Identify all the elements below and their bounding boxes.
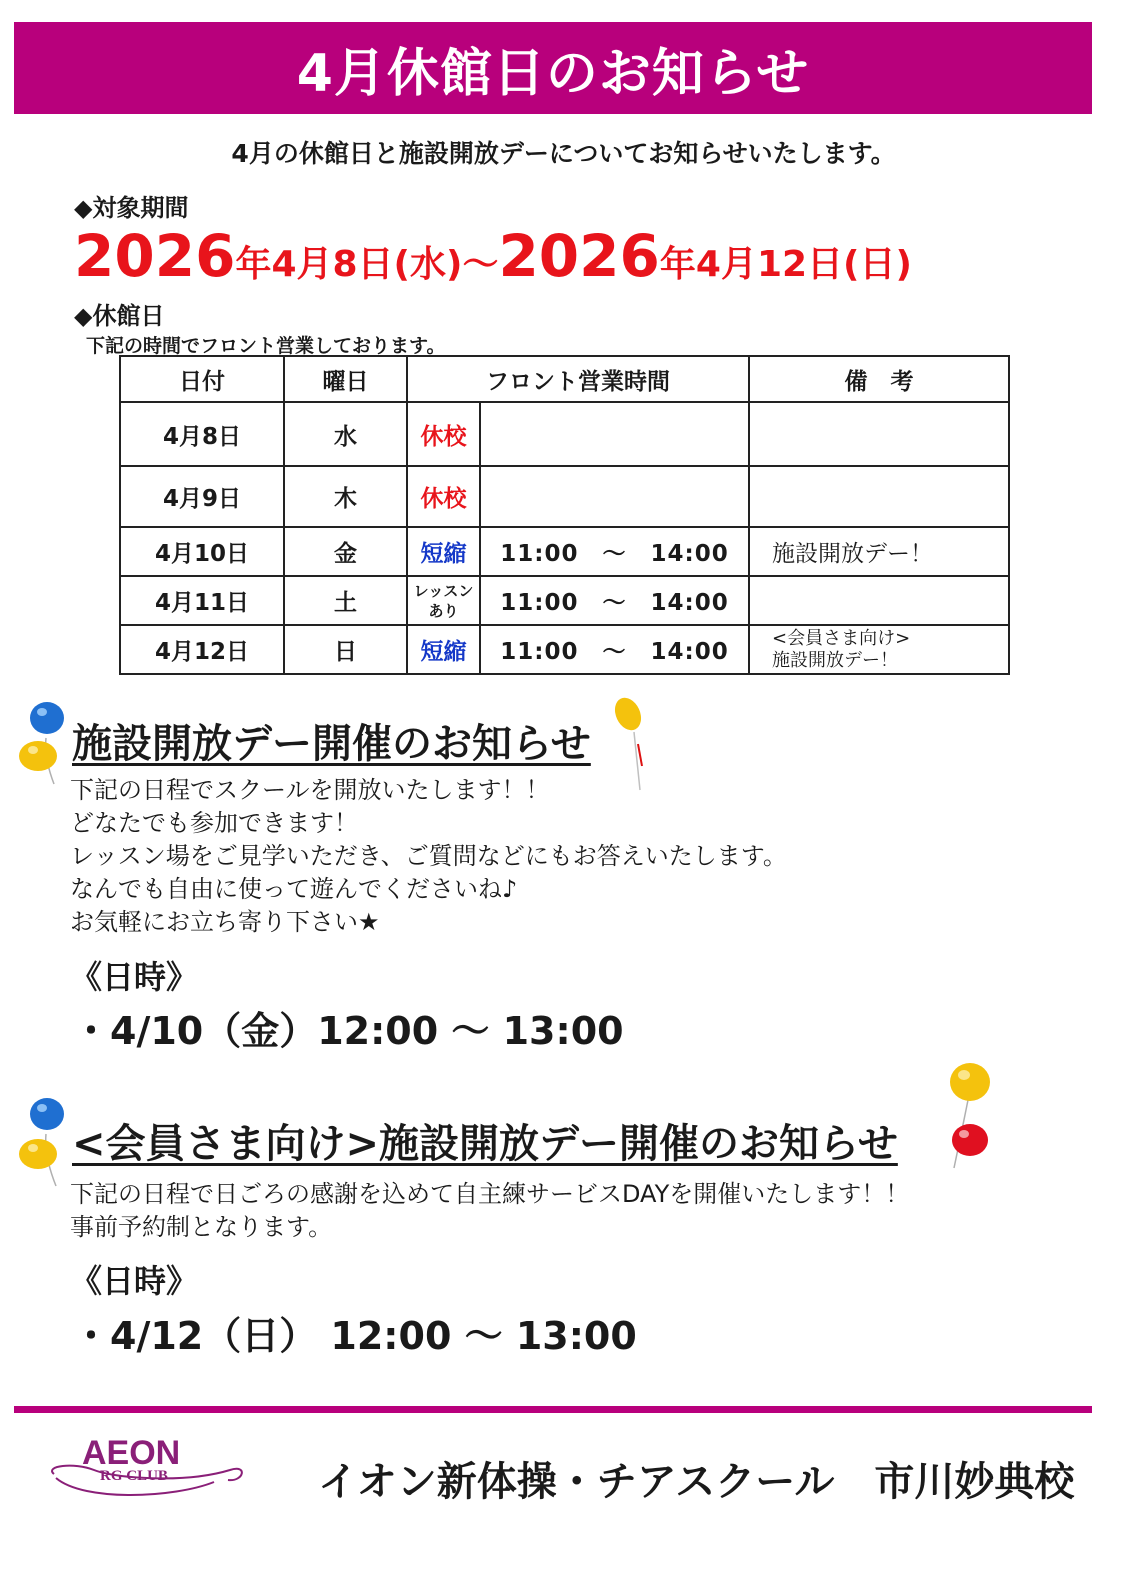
row-tag-line2: あり (428, 601, 459, 620)
section1-body (70, 774, 787, 939)
table-row (120, 466, 1009, 527)
period-start-rest: 年4月8日(水)～ (235, 244, 499, 285)
balloons-right-2-icon (940, 1060, 996, 1172)
row-remarks (749, 576, 1009, 625)
section1-line: レッスン場をご見学いただき、ご質問などにもお答えいたします。 (70, 842, 787, 870)
row-time: 11:00 ～ 14:00 (480, 576, 749, 625)
header-remarks: 備 考 (749, 356, 1009, 402)
section2-line: 事前予約制となります。 (70, 1213, 333, 1241)
section1-line: どなたでも参加できます！ (70, 809, 358, 837)
section1-line: なんでも自由に使って遊んでくださいね♪ (70, 875, 518, 903)
row-tag: 休校 (407, 466, 480, 527)
intro-text: 4月の休館日と施設開放デーについてお知らせいたします。 (231, 139, 896, 168)
row-remarks: 施設開放デー！ (749, 527, 1009, 576)
row-day: 水 (284, 402, 407, 466)
row-date: 4月10日 (120, 527, 284, 576)
section2-schedule-label: 《日時》 (70, 1262, 199, 1300)
row-tag (407, 576, 480, 625)
row-date: 4月9日 (120, 466, 284, 527)
section1-schedule-label: 《日時》 (70, 958, 199, 996)
section2-body (70, 1178, 909, 1244)
table-row (120, 527, 1009, 576)
row-tag: 短縮 (407, 527, 480, 576)
title-banner (14, 22, 1092, 114)
period-start-year: 2026 (74, 222, 236, 290)
table-row (120, 402, 1009, 466)
row-time: 11:00 ～ 14:00 (480, 527, 749, 576)
balloons-left-1-icon (16, 698, 72, 788)
row-day: 木 (284, 466, 407, 527)
row-time (480, 402, 749, 466)
table-row (120, 576, 1009, 625)
aeon-rg-club-logo (44, 1432, 249, 1512)
row-day: 日 (284, 625, 407, 674)
row-tag: 短縮 (407, 625, 480, 674)
period-end-rest: 年4月12日(日) (659, 244, 912, 285)
header-date: 日付 (120, 356, 284, 402)
section1-title: 施設開放デー開催のお知らせ (72, 721, 591, 767)
row-tag-line1: レッスン (413, 581, 474, 600)
footer-divider (14, 1406, 1092, 1413)
row-date: 4月12日 (120, 625, 284, 674)
section1-line: お気軽にお立ち寄り下さい★ (70, 908, 380, 936)
period-range (74, 222, 912, 290)
row-time (480, 466, 749, 527)
closure-note: 下記の時間でフロント営業しております。 (86, 335, 446, 357)
row-remarks-line1: <会員さま向け> (772, 627, 911, 649)
row-remarks (749, 466, 1009, 527)
table-row (120, 625, 1009, 674)
row-day: 土 (284, 576, 407, 625)
school-name: イオン新体操・チアスクール 市川妙典校 (318, 1459, 1075, 1505)
section2-schedule: ・4/12（日） 12:00 ～ 13:00 (72, 1314, 637, 1358)
closure-label: ◆休館日 (74, 302, 165, 330)
row-day: 金 (284, 527, 407, 576)
row-date: 4月11日 (120, 576, 284, 625)
row-remarks (749, 625, 1009, 674)
logo-sub-text: RG CLUB (100, 1468, 168, 1484)
header-day: 曜日 (284, 356, 407, 402)
row-remarks (749, 402, 1009, 466)
logo-main-text: AEON (82, 1434, 181, 1472)
period-end-year: 2026 (498, 222, 660, 290)
row-time: 11:00 ～ 14:00 (480, 625, 749, 674)
period-label: ◆対象期間 (74, 194, 189, 222)
row-date: 4月8日 (120, 402, 284, 466)
header-hours: フロント営業時間 (407, 356, 749, 402)
table-header-row (120, 356, 1009, 402)
section1-line: 下記の日程でスクールを開放いたします！！ (70, 776, 550, 804)
balloons-left-2-icon (16, 1094, 72, 1190)
section2-title: <会員さま向け>施設開放デー開催のお知らせ (72, 1121, 898, 1167)
row-tag: 休校 (407, 402, 480, 466)
page-title: 4月休館日のお知らせ (296, 43, 810, 104)
section2-line: 下記の日程で日ごろの感謝を込めて自主練サービスDAYを開催いたします！！ (70, 1180, 910, 1208)
schedule-table (119, 355, 1010, 675)
section1-schedule: ・4/10（金）12:00 ～ 13:00 (72, 1009, 624, 1053)
row-remarks-line2: 施設開放デー！ (772, 649, 898, 671)
